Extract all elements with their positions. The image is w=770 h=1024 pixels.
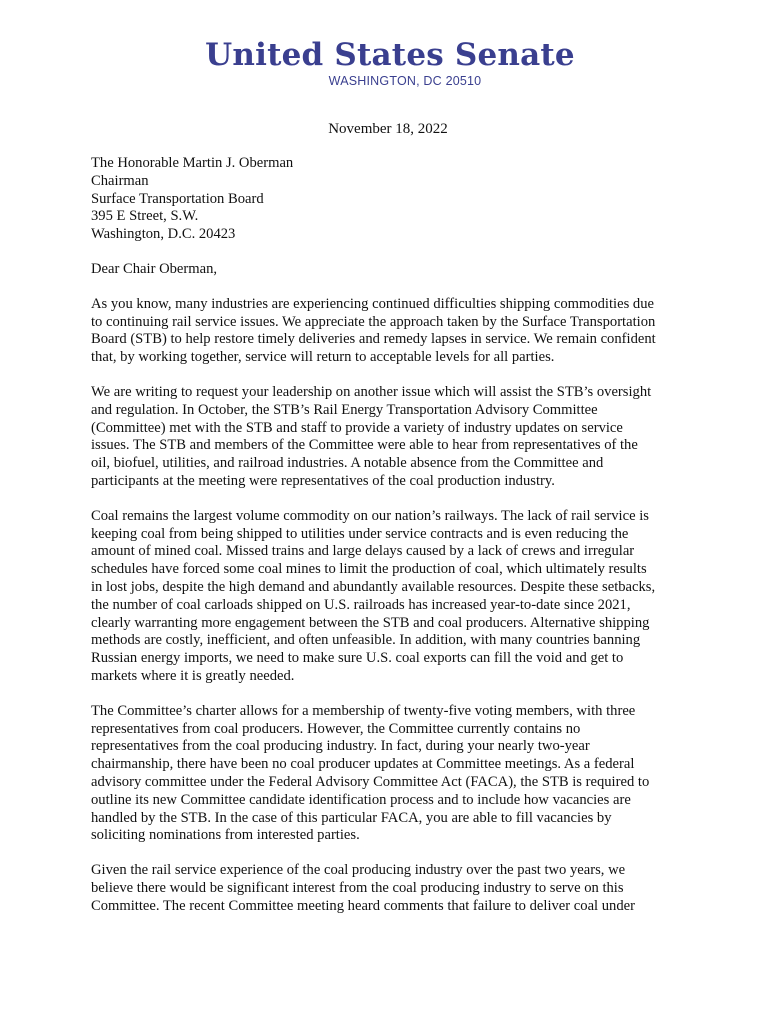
paragraph-4: [91, 703, 691, 845]
paragraph-5: [91, 862, 691, 915]
text-line: The Committee’s charter allows for a membership of twenty-five voting members, with three: [91, 702, 636, 719]
text-line: Russian energy imports, we need to make sure U.S. coal exports can fill the void and get to: [91, 650, 624, 667]
text-line: clearly warranting more engagement between the STB and coal producers. Alternative shipping: [91, 614, 650, 631]
address-line: 395 E Street, S.W.: [91, 208, 199, 225]
recipient-address: [91, 155, 691, 244]
senate-title: United States Senate: [205, 37, 575, 73]
text-line: markets where it is greatly needed.: [91, 667, 295, 684]
text-line: Coal remains the largest volume commodity on our nation’s railways. The lack of rail service is: [91, 507, 649, 524]
text-line: advisory committee under the Federal Advisory Committee Act (FACA), the STB is required to: [91, 773, 650, 790]
text-line: Committee. The recent Committee meeting heard comments that failure to deliver coal under: [91, 897, 635, 914]
text-line: soliciting nominations from interested parties.: [91, 827, 360, 844]
text-line: methods are costly, inefficient, and often unfeasible. In addition, with many countries banning: [91, 632, 641, 649]
text-line: schedules have forced some coal mines to limit the production of coal, which ultimately results: [91, 561, 647, 578]
text-line: chairmanship, there have been no coal producer updates at Committee meetings. As a federal: [91, 756, 635, 773]
address-line: Surface Transportation Board: [91, 190, 264, 207]
text-line: oil, biofuel, utilities, and railroad industries. A notable absence from the Committee and: [91, 455, 604, 472]
text-line: believe there would be significant interest from the coal producing industry to serve on this: [91, 879, 624, 896]
paragraph-1: [91, 296, 691, 367]
text-line: to continuing rail service issues. We appreciate the approach taken by the Surface Transportation: [91, 313, 656, 330]
text-line: in lost jobs, despite the high demand and abundantly available resources. Despite these setbacks,: [91, 578, 656, 595]
text-line: participants at the meeting were representatives of the coal production industry.: [91, 472, 555, 489]
text-line: We are writing to request your leadership on another issue which will assist the STB’s oversight: [91, 383, 652, 400]
text-line: (Committee) met with the STB and staff to provide a variety of industry updates on service: [91, 419, 623, 436]
address-line: Washington, D.C. 20423: [91, 226, 236, 243]
text-line: keeping coal from being shipped to utilities under service contracts and is even reducing the: [91, 525, 629, 542]
text-line: outline its new Committee candidate identification process and to include how vacancies are: [91, 791, 631, 808]
text-line: Board (STB) to help restore timely deliveries and remedy lapses in service. We remain confident: [91, 331, 656, 348]
paragraph-3: [91, 508, 691, 686]
senate-city: WASHINGTON, DC 20510: [328, 74, 482, 88]
text-line: handled by the STB. In the case of this particular FACA, you are able to fill vacancies by: [91, 809, 612, 826]
text-line: issues. The STB and members of the Committee were able to hear from representatives of the: [91, 437, 638, 454]
text-line: amount of mined coal. Missed trains and large delays caused by a lack of crews and irregular: [91, 543, 635, 560]
letterhead: [0, 36, 770, 89]
letter-body: [91, 155, 691, 932]
address-line: The Honorable Martin J. Oberman: [91, 155, 294, 171]
text-line: Given the rail service experience of the coal producing industry over the past two years, we: [91, 862, 626, 879]
letter-date: November 18, 2022: [328, 121, 448, 137]
text-line: the number of coal carloads shipped on U.S. railroads has increased year-to-date since 2021,: [91, 596, 631, 613]
address-line: Chairman: [91, 172, 149, 189]
text-line: and regulation. In October, the STB’s Rail Energy Transportation Advisory Committee: [91, 401, 598, 418]
text-line: that, by working together, service will return to acceptable levels for all parties.: [91, 349, 555, 366]
text-line: representatives from the coal producing industry. In fact, during your nearly two-year: [91, 738, 590, 755]
salutation: Dear Chair Oberman,: [91, 260, 218, 277]
text-line: As you know, many industries are experiencing continued difficulties shipping commodities due: [91, 295, 654, 312]
text-line: representatives from coal producers. However, the Committee currently contains no: [91, 720, 581, 737]
paragraph-2: [91, 384, 691, 491]
